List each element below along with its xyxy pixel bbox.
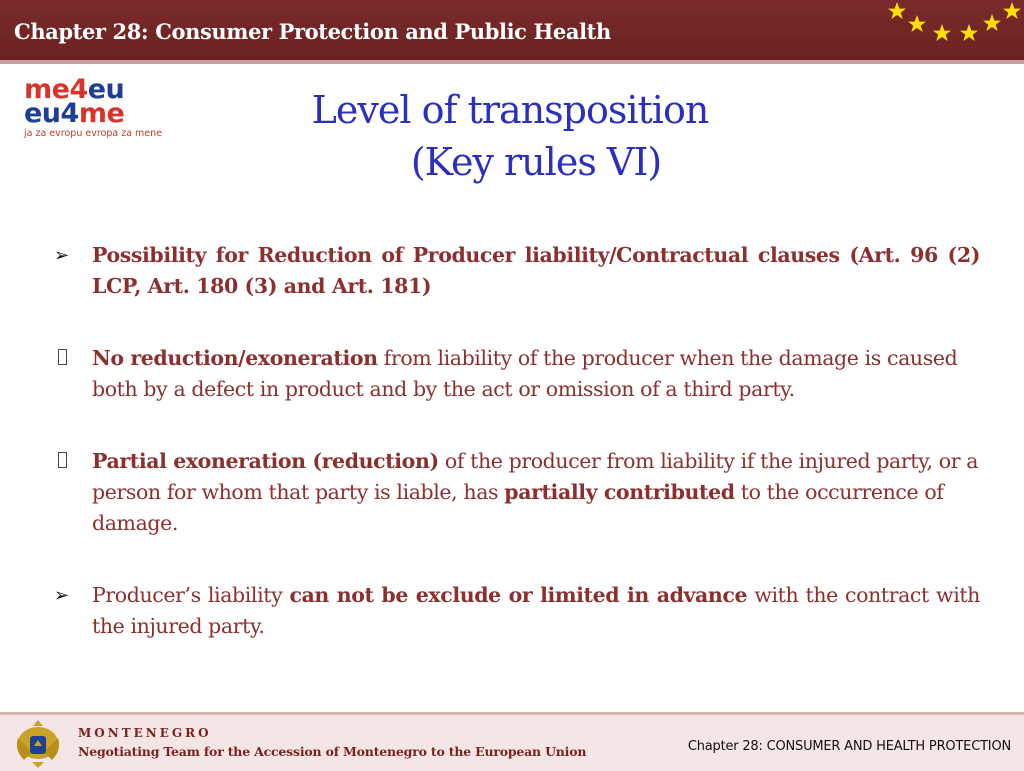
footer-team: Negotiating Team for the Accession of Montenegro to the European Union [78, 744, 587, 759]
slide-content [54, 240, 980, 683]
footer-bar [0, 712, 1024, 771]
logo-subtitle: ja za evropu evropa za mene [24, 128, 162, 139]
arrow-bullet-icon: ➢ [54, 585, 69, 606]
star-icon [983, 14, 1001, 31]
list-item: ➢ Possibility for Reduction of Producer liability/Contractual clauses (Art. 96 (2) LCP, Art. 180 (3) and Art. 181) [54, 240, 980, 302]
header-title: Chapter 28: Consumer Protection and Public Health [14, 19, 611, 44]
footer-chapter: Chapter 28: CONSUMER AND HEALTH PROTECTION [687, 739, 1011, 754]
box-bullet-icon [58, 349, 67, 365]
list-item: Partial exoneration (reduction) of the producer from liability if the injured party, or a person for whom that party is liable, has partially contributed to the occurrence of damage. [54, 446, 980, 539]
eu-stars-icon [874, 0, 1024, 60]
footer-country: MONTENEGRO [78, 726, 212, 740]
star-icon [1003, 2, 1021, 19]
title-line-2: (Key rules VI) [410, 140, 662, 184]
list-item: ➢ Producer’s liability can not be exclude or limited in advance with the contract with the injured party. [54, 580, 980, 642]
star-icon [888, 2, 906, 19]
star-icon [908, 15, 926, 32]
arrow-bullet-icon: ➢ [54, 245, 69, 266]
star-icon [933, 24, 951, 41]
header-bar [0, 0, 1024, 64]
star-icon [960, 24, 978, 41]
me4eu-logo: me4eu eu4me ja za evropu evropa za mene [24, 74, 162, 139]
box-bullet-icon [58, 452, 67, 468]
title-line-1: Level of transposition [311, 88, 709, 132]
list-item: No reduction/exoneration from liability of the producer when the damage is caused both by a defect in product and by the act or omission of a third party. [54, 343, 980, 405]
montenegro-crest-icon [12, 716, 64, 770]
slide-title [300, 84, 720, 188]
